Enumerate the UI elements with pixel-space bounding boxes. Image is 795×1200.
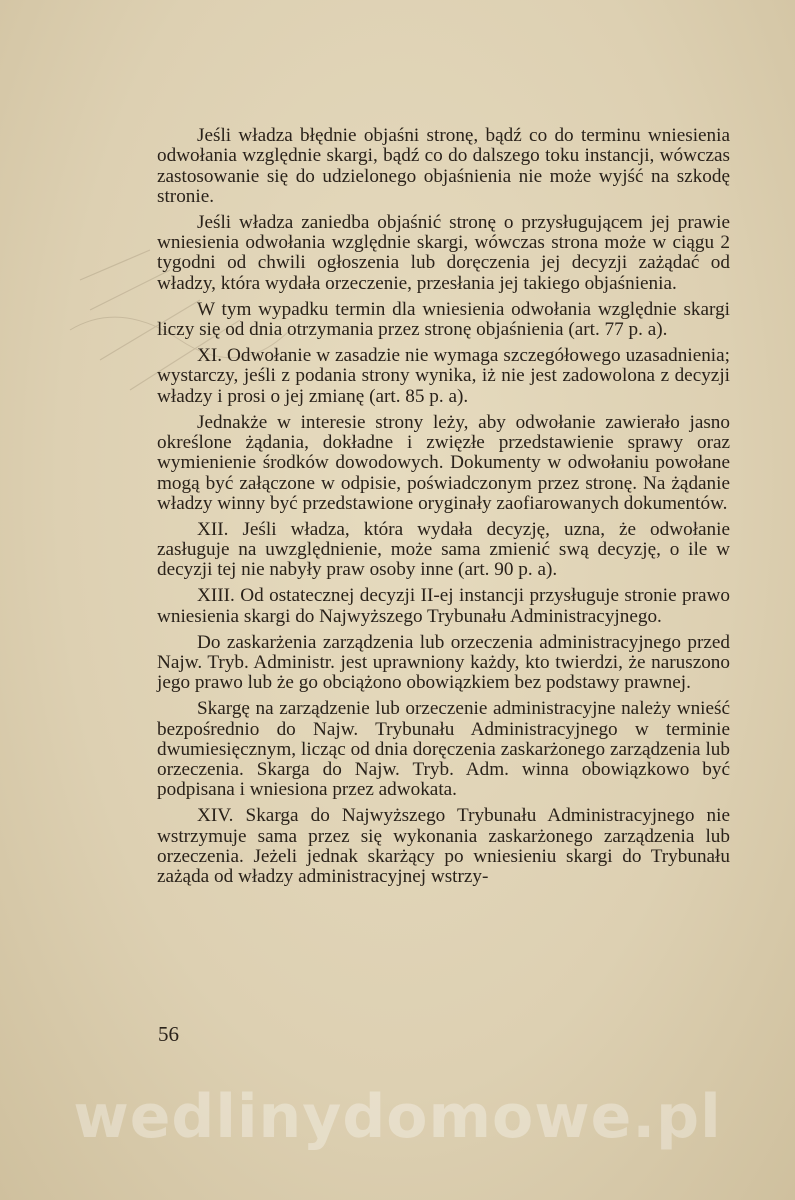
paragraph-section-xii: XII. Jeśli władza, która wydała decyzję, uzna, że odwołanie zasługuje na uwzględnienie, może sama zmienić swą decyzję, o ile w decyzji tej nie nabyły praw osoby inne (art. 90 p. a). [157,518,730,581]
paragraph: Skargę na zarządzenie lub orzeczenie administracyjne należy wnieść bezpośrednio do Najw. Trybunału Administracyjnego w terminie dwumiesięcznym, licząc od dnia doręczenia zaskarżonego zarządzenia lub orzeczenia. Skarga do Najw. Tryb. Adm. winna obowiązkowo być podpisana i wniesiona przez adwokata. [157,698,730,801]
page-number: 56 [158,1022,179,1046]
paragraph: Jeśli władza błędnie objaśni stronę, bądź co do terminu wniesienia odwołania względnie skargi, bądź co do dalszego toku instancji, wówczas zastosowanie się do udzielonego objaśnienia nie może wyjść na szkodę stronie. [157,125,730,207]
paragraph: Jeśli władza zaniedba objaśnić stronę o przysługującem jej prawie wniesienia odwołania względnie skargi, wówczas strona może w ciągu 2 tygodni od chwili ogłoszenia lub doręczenia jej decyzji zażądać od władzy, która wydała orzeczenie, przesłania jej takiego objaśnienia. [157,211,730,294]
body-text [157,126,730,893]
watermark: wedlinydomowe.pl [73,1082,722,1152]
paragraph: Do zaskarżenia zarządzenia lub orzeczenia administracyjnego przed Najw. Tryb. Administr. jest uprawniony każdy, kto twierdzi, że naruszono jego prawo lub że go obciążono obowiązkiem bez podstawy prawnej. [157,631,730,694]
paragraph-section-xiv: XIV. Skarga do Najwyższego Trybunału Administracyjnego nie wstrzymuje sama przez się wykonania zaskarżonego zarządzenia lub orzeczenia. Jeżeli jednak skarżący po wniesieniu skargi do Trybunału zażąda od władzy administracyjnej wstrzy- [157,805,730,888]
paragraph-section-xi: XI. Odwołanie w zasadzie nie wymaga szczegółowego uzasadnienia; wystarczy, jeśli z podania strony wynika, iż nie jest zadowolona z decyzji władzy i prosi o jej zmianę (art. 85 p. a). [157,345,730,407]
paragraph-section-xiii: XIII. Od ostatecznej decyzji II-ej instancji przysługuje stronie prawo wniesienia skargi do Najwyższego Trybunału Administracyjnego. [157,585,730,627]
paragraph: W tym wypadku termin dla wniesienia odwołania względnie skargi liczy się od dnia otrzymania przez stronę objaśnienia (art. 77 p. a). [157,298,730,341]
paragraph: Jednakże w interesie strony leży, aby odwołanie zawierało jasno określone żądania, dokładne i zwięzłe przedstawienie sprawy oraz wymienienie środków dowodowych. Dokumenty w odwołaniu powołane mogą być załączone w odpisie, poświadczonym przez stronę. Na żądanie władzy winny być przedstawione oryginały zaofiarowanych dokumentów. [157,411,730,514]
